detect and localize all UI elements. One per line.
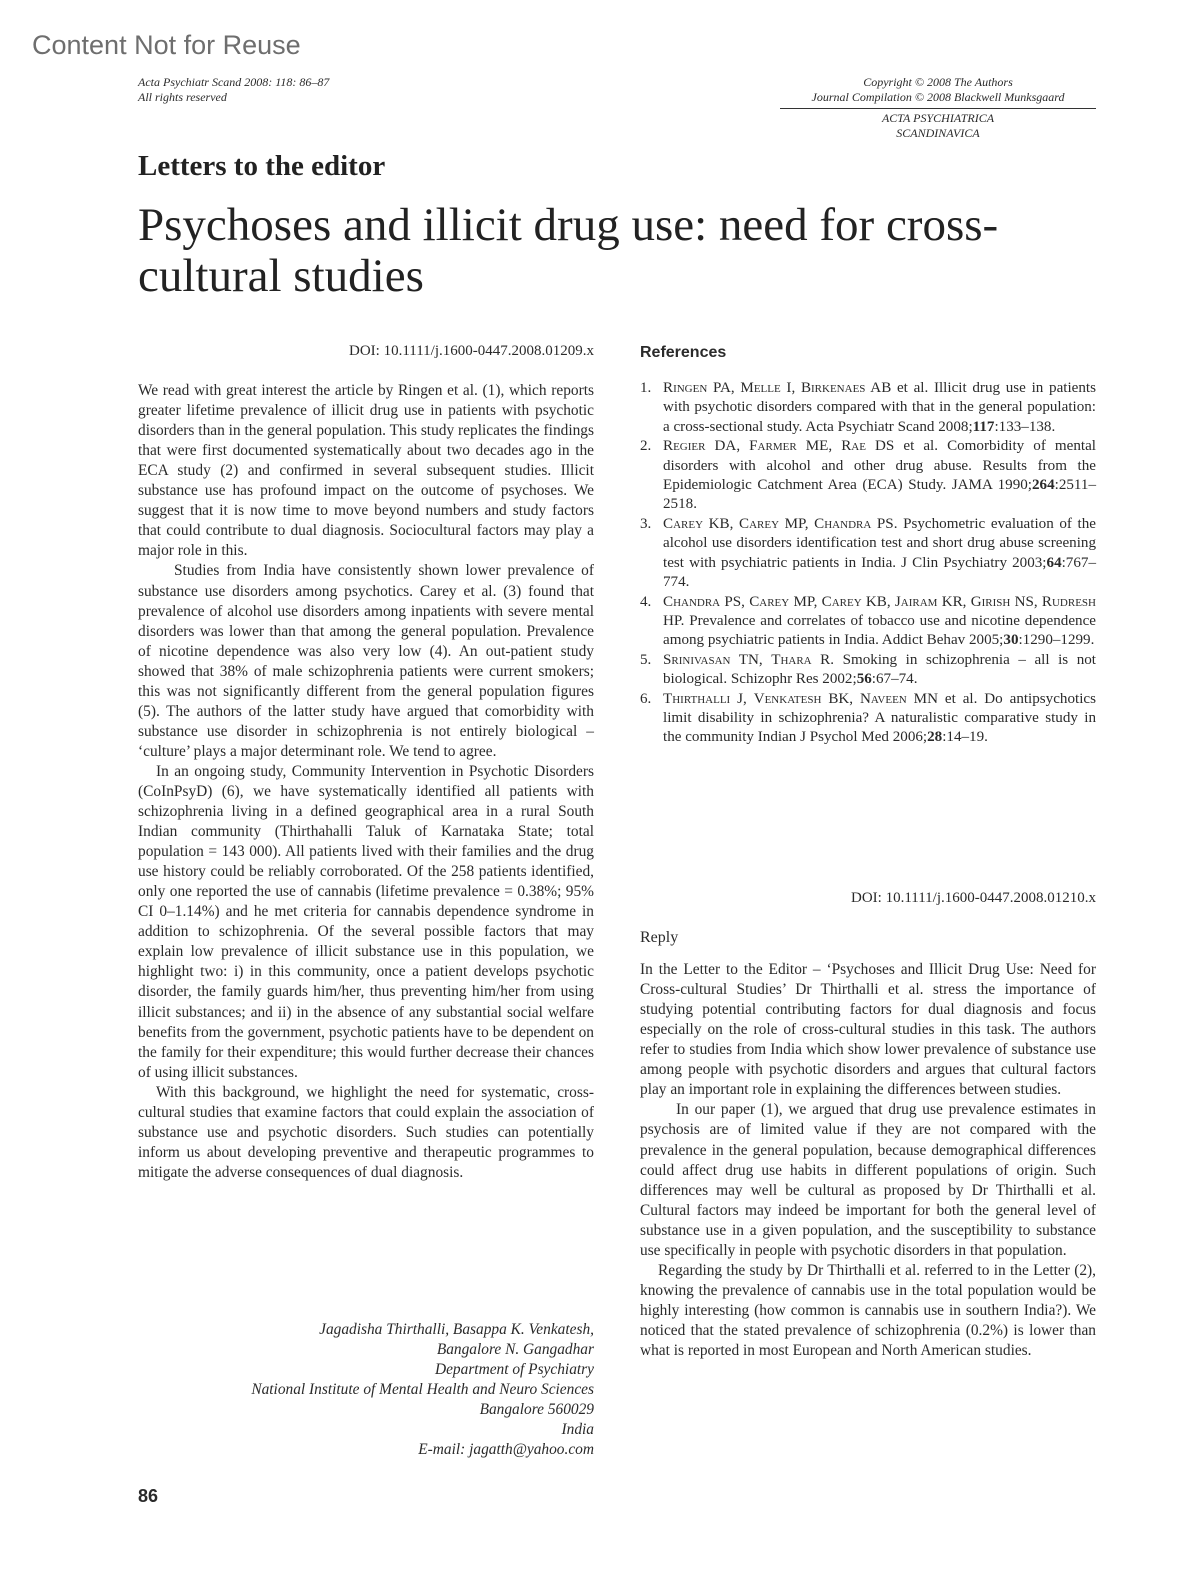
reference-author: Rudresh [1041, 593, 1096, 610]
reference-segment: J, [730, 690, 754, 707]
reference-author: Ringen [663, 380, 708, 397]
reference-segment: MP, [789, 593, 822, 610]
letter-paragraph: With this background, we highlight the need for systematic, cross-cultural studies that examine factors that could explain the association of substance use and psychotic disorders. Such studies can potentially inform us about developing preventive and therapeutic programmes to mitigate the adverse consequences of dual diagnosis. [138, 1083, 594, 1181]
reference-text [663, 515, 1096, 593]
reference-text [663, 690, 1096, 748]
signature-department: Department of Psychiatry [434, 1361, 594, 1378]
reference-segment: DS et al. Comorbidity of mental disorders with alcohol and other drug abuse. Results from the Epidemiologic Catchment Area (ECA) Study. JAMA 1990; [663, 438, 1096, 494]
reply-section [640, 888, 1096, 1361]
signature-block [138, 1320, 594, 1460]
signature-institute: National Institute of Mental Health and Neuro Sciences [251, 1381, 594, 1398]
signature-authors: Jagadisha Thirthalli, Basappa K. Venkatesh, [319, 1321, 594, 1338]
reference-segment: DA, [705, 438, 750, 455]
reference-author: Jairam [894, 593, 938, 610]
copyright-header [780, 75, 1096, 141]
letter-doi: DOI: 10.1111/j.1600-0447.2008.01209.x [349, 343, 594, 359]
reference-author: Naveen [859, 690, 907, 707]
reference-item [640, 379, 1096, 437]
reference-segment: :1290–1299. [1018, 632, 1095, 649]
reference-segment: R. Smoking in schizophrenia – all is not biological. Schizophr Res 2002; [663, 651, 1097, 688]
reference-segment: ME, [796, 438, 842, 455]
signature-country: India [561, 1421, 594, 1438]
reply-paragraph: In the Letter to the Editor – ‘Psychoses and Illicit Drug Use: Need for Cross-cultural Studies’ Dr Thirthalli et al. stress the importance of studying potential contributing factors for dual diagnosis and focus especially on the role of cross-cultural studies in this task. The authors refer to studies from India which show lower prevalence of substance use among people with psychotic disorders and argues that cultural factors play an important role in explaining the differences between studies. [640, 961, 1096, 1099]
reference-segment: KB, [703, 515, 739, 532]
reference-segment: NS, [1010, 593, 1042, 610]
reply-paragraph: In our paper (1), we argued that drug use prevalence estimates in psychosis are of limited value if they are not compared with the prevalence in the general population, because demographical differences could affect drug use habits in different populations of origin. Such differences may well be cultural as proposed by Dr Thirthalli et al. Cultural factors may indeed be important for both the general level of substance use in a given population, and the susceptibility to substance use specifically in people with psychotic disorders in that population. [640, 1101, 1096, 1259]
reference-segment: :14–19. [942, 729, 988, 746]
reference-segment: :767–774. [663, 554, 1096, 591]
reference-segment: HP. Prevalence and correlates of tobacco use and nicotine dependence among psychiatric patients in India. Addict Behav 2005; [663, 612, 1096, 649]
reference-author: Farmer [749, 438, 797, 455]
reference-item [640, 515, 1096, 593]
reference-text [663, 379, 1096, 437]
reference-text [663, 437, 1096, 515]
reference-number: 1. [640, 380, 652, 397]
references-list [640, 379, 1096, 748]
letter-paragraph: In an ongoing study, Community Intervention in Psychotic Disorders (CoInPsyD) (6), we have systematically identified all patients with schizophrenia living in a defined geographical area in a rural South Indian community (Thirthahalli Taluk of Karnataka State; total population = 143 000). All patients lived with their families and the drug use history could be reliably corroborated. Of the 258 patients identified, only one reported the use of cannabis (lifetime prevalence = 0.38%; 95% CI 0–1.14%) and he met criteria for cannabis dependence syndrome in addition to schizophrenia. Of the several possible factors that may explain low prevalence of illicit substance use in this population, we highlight two: i) in this community, once a patient develops psychotic disorder, the family guards him/her, thus preventing him/her from using illicit substances; and ii) in the absence of any substantial social welfare benefits from the government, psychotic patients have to be dependent on the family for their expenditure; this would further decrease their chances of using illicit substances. [138, 762, 594, 1081]
signature-authors: Bangalore N. Gangadhar [436, 1341, 594, 1358]
reference-item [640, 437, 1096, 515]
reply-paragraph: Regarding the study by Dr Thirthalli et al. referred to in the Letter (2), knowing the prevalence of cannabis use in the total population would be highly interesting (how common is cannabis use in southern India?). We noticed that the stated prevalence of schizophrenia (0.2%) is lower than what is reported in most European and North American studies. [640, 1261, 1096, 1359]
reference-number: 6. [640, 690, 652, 707]
reference-segment: :67–74. [871, 671, 918, 688]
reference-segment: KR, [937, 593, 971, 610]
reference-author: Srinivasan [663, 651, 731, 668]
compilation: Journal Compilation © 2008 Blackwell Munksgaard [811, 90, 1065, 104]
reference-author: Melle [740, 380, 781, 397]
letter-column [138, 341, 594, 1183]
copyright: Copyright © 2008 The Authors [863, 75, 1013, 89]
reference-segment: PS, [720, 593, 750, 610]
signature-city: Bangalore 560029 [479, 1401, 594, 1418]
reference-number: 5. [640, 651, 652, 668]
reference-author: Chandra [814, 515, 872, 532]
references-heading: References [640, 344, 727, 361]
journal-name-line1: ACTA PSYCHIATRICA [881, 111, 995, 125]
reference-segment: KB, [861, 593, 895, 610]
reference-segment: I, [780, 380, 801, 397]
watermark: Content Not for Reuse [32, 30, 301, 60]
reference-volume: 30 [1003, 632, 1019, 649]
reference-number: 3. [640, 515, 652, 532]
reference-segment: :133–138. [994, 418, 1056, 435]
reply-heading: Reply [640, 929, 679, 947]
reference-author: Rae [841, 438, 866, 455]
reference-text [663, 593, 1096, 651]
article-title: Psychoses and illicit drug use: need for cross-cultural studies [138, 199, 999, 302]
reference-segment: AB et al. Illicit drug use in patients with psychotic disorders compared with that in the general population: a cross-sectional study. Acta Psychiatr Scand 2008; [663, 380, 1096, 435]
reference-author: Carey [739, 515, 780, 532]
reference-author: Regier [663, 438, 706, 455]
reference-author: Carey [821, 593, 862, 610]
references-section [640, 343, 1096, 748]
signature-email: E-mail: jagatth@yahoo.com [418, 1441, 594, 1458]
reference-number: 4. [640, 593, 652, 610]
citation: Acta Psychiatr Scand 2008: 118: 86–87 [138, 75, 330, 89]
header-rule [780, 108, 1096, 109]
reference-author: Carey [749, 593, 790, 610]
reference-item [640, 651, 1096, 690]
reference-segment: MP, [779, 515, 815, 532]
rights: All rights reserved [138, 90, 227, 104]
reference-text [663, 651, 1096, 690]
reference-segment: MN et al. Do antipsychotics limit disability in schizophrenia? A naturalistic comparative study in the community Indian J Psychol Med 2006; [663, 690, 1096, 746]
reference-item [640, 593, 1096, 651]
page-number: 86 [138, 1486, 159, 1506]
reference-volume: 264 [1031, 477, 1055, 494]
reference-volume: 117 [972, 418, 995, 435]
reference-segment: PS. Psychometric evaluation of the alcohol use disorders identification test and short drug abuse screening test with psychiatric patients in India. J Clin Psychiatry 2003; [663, 515, 1096, 571]
reference-segment: BK, [821, 690, 860, 707]
reference-segment: PA, [707, 380, 741, 397]
reference-segment: TN, [730, 651, 772, 668]
reply-doi: DOI: 10.1111/j.1600-0447.2008.01210.x [851, 890, 1096, 906]
reference-author: Venkatesh [753, 690, 822, 707]
reference-author: Birkenaes [800, 380, 866, 397]
reference-item [640, 690, 1096, 748]
reference-volume: 56 [856, 671, 872, 688]
reference-author: Carey [663, 515, 704, 532]
letter-paragraph: We read with great interest the article by Ringen et al. (1), which reports greater lifetime prevalence of illicit drug use in patients with psychotic disorders than in the general population. This study replicates the findings that were first documented systematically about two decades ago in the ECA study (2) and confirmed in several subsequent studies. Illicit substance use has profound impact on the outcome of psychoses. We suggest that it is now time to move beyond numbers and study factors that could contribute to dual diagnosis. Sociocultural factors may play a major role in this. [138, 382, 594, 560]
letter-paragraph: Studies from India have consistently shown lower prevalence of substance use disorders among psychotics. Carey et al. (3) found that prevalence of alcohol use disorders among inpatients with severe mental disorders was lower than that among the general population. Prevalence of nicotine dependence was also very low (4). An out-patient study showed that 38% of male schizophrenia patients were current smokers; this was not significantly different from the general population figures (5). The authors of the latter study have argued that comorbidity with substance use disorder in schizophrenia is not entirely biological – ‘culture’ plays a major determinant role. We tend to agree. [138, 562, 594, 760]
reference-segment: :2511–2518. [663, 477, 1096, 513]
reference-volume: 64 [1046, 554, 1062, 571]
reference-author: Thirthalli [663, 690, 731, 707]
section-title: Letters to the editor [138, 150, 386, 182]
reference-author: Thara [771, 651, 812, 668]
reference-author: Girish [970, 593, 1011, 610]
reference-number: 2. [640, 438, 652, 455]
reference-volume: 28 [927, 729, 943, 746]
journal-name-line2: SCANDINAVICA [896, 126, 980, 140]
journal-citation-header [138, 75, 329, 105]
reference-author: Chandra [663, 593, 721, 610]
